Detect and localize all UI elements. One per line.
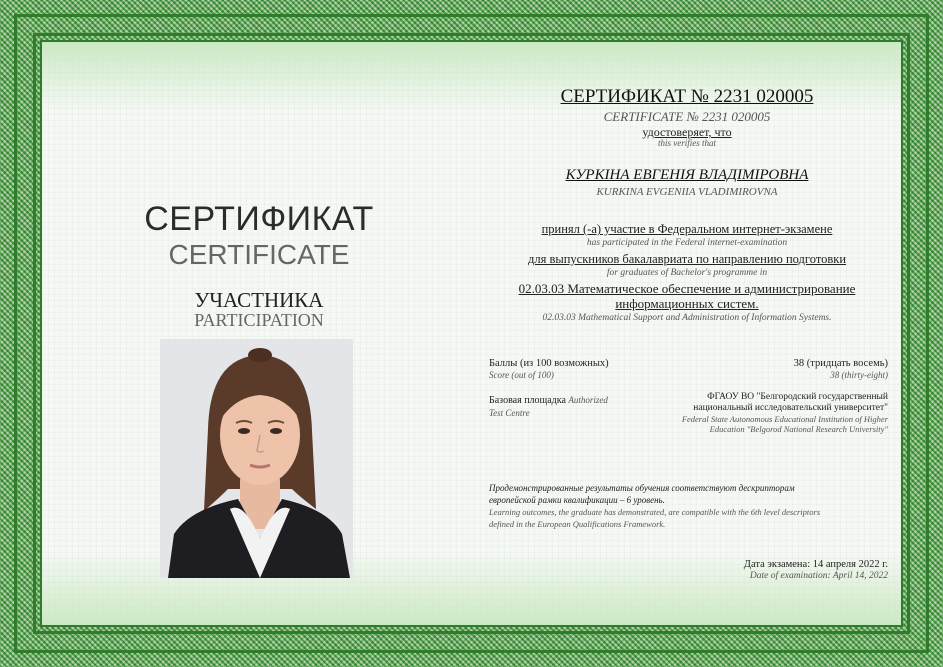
certificate-number-en: CERTIFICATE № 2231 020005: [603, 109, 771, 124]
score-value-ru: 38 (тридцать восемь): [793, 358, 888, 369]
programme-ru-line-2: информационных систем.: [615, 296, 759, 311]
outcomes-en-line-2: defined in the European Qualifications Framework.: [489, 518, 666, 529]
test-centre-label-en-2: Test Centre: [489, 408, 530, 418]
outcomes-ru-line-2: европейской рамки квалификации – 6 уровень.: [489, 495, 665, 505]
verifies-ru: удостоверяет, что: [642, 125, 732, 139]
test-centre-name-en-line-2: Education "Belgorod National Research University": [709, 424, 888, 434]
test-centre-name-ru-line-1: ФГАОУ ВО "Белгородский государственный: [707, 392, 888, 402]
score-label-en: Score (out of 100): [489, 370, 554, 380]
test-centre-name-ru: [638, 392, 888, 414]
outcomes-en: [489, 507, 899, 530]
for-graduates-ru: для выпускников бакалавриата по направлению подготовки: [527, 252, 847, 266]
participant-name-ru: КУРКІНА ЕВГЕНІЯ ВЛАДІМІРОВНА: [565, 167, 809, 183]
certificate-title-en: CERTIFICATE: [168, 239, 350, 270]
outcomes-en-line-1: Learning outcomes, the graduate has demonstrated, are compatible with the 6th level descriptors: [489, 507, 821, 517]
test-centre-name-ru-line-2: национальный исследовательский университет": [693, 403, 888, 413]
test-centre-name-en: [622, 414, 888, 434]
participation-title-en: PARTICIPATION: [194, 310, 324, 330]
score-label-ru: Баллы (из 100 возможных): [489, 358, 609, 369]
for-graduates-en: for graduates of Bachelor's programme in: [606, 268, 768, 278]
certificate-inner-area: [40, 40, 903, 627]
certificate-title-ru: СЕРТИФИКАТ: [144, 200, 374, 238]
participant-photo: [160, 339, 353, 578]
verifies-en: this verifies that: [658, 138, 716, 148]
participant-name-en: KURKINA EVGENIIA VLADIMIROVNA: [596, 186, 778, 198]
certificate-number-ru: СЕРТИФИКАТ № 2231 020005: [560, 86, 814, 107]
outcomes-ru-line-1: Продемонстрированные результаты обучения соответствуют дескрипторам: [489, 483, 795, 493]
test-centre-label-ru: Базовая площадка: [489, 395, 566, 406]
outcomes-ru: [489, 482, 899, 506]
test-centre-label-en-1: Authorized: [568, 395, 608, 405]
participation-title-ru: УЧАСТНИКА: [194, 288, 324, 312]
exam-date-en: Date of examination: April 14, 2022: [749, 571, 888, 581]
test-centre-name-en-line-1: Federal State Autonomous Educational Institution of Higher: [681, 414, 888, 424]
exam-date-ru: Дата экзамена: 14 апреля 2022 г.: [743, 559, 888, 570]
participant-photo-image: [160, 339, 353, 578]
programme-en: 02.03.03 Mathematical Support and Administration of Information Systems.: [542, 313, 832, 323]
participated-ru: принял (-а) участие в Федеральном интернет-экзамене: [541, 222, 833, 236]
score-value-en: 38 (thirty-eight): [830, 370, 888, 380]
programme-ru-line-1: 02.03.03 Математическое обеспечение и администрирование: [518, 281, 856, 296]
participated-en: has participated in the Federal internet-examination: [586, 238, 788, 248]
